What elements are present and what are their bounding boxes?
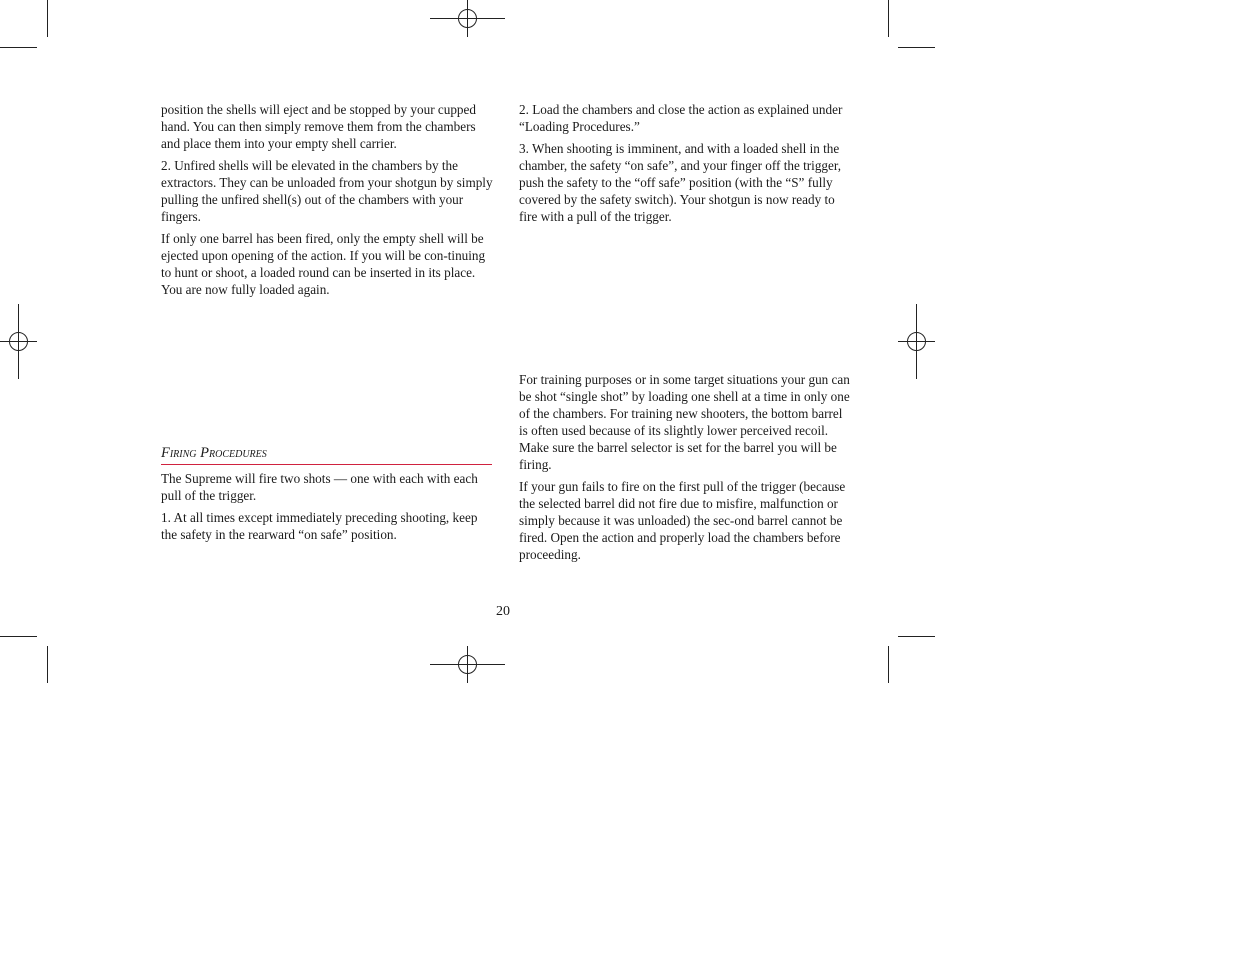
paragraph: The Supreme will fire two shots — one with each with each pull of the trigger. <box>161 471 478 503</box>
registration-mark-top <box>430 0 505 37</box>
paragraph: 3. When shooting is imminent, and with a loaded shell in the chamber, the safety “on safe”, and your finger off the trigger, push the safety to the “off safe” position (with the “S” fully covered by the safety switch). Your shotgun is now ready to fire with a pull of the trigger. <box>519 141 842 224</box>
paragraph: For training purposes or in some target situations your gun can be shot “single shot” by loading one shell at a time in only one of the chambers. For training new shooters, the bottom barrel is often used because of its slightly lower perceived recoil. Make sure the barrel selector is set for the barrel you will be firing. <box>519 372 850 472</box>
crop-mark-bottom-left <box>0 637 48 684</box>
crop-mark-bottom-right <box>889 637 936 684</box>
paragraph: 2. Load the chambers and close the action as explained under “Loading Procedures.” <box>519 102 843 134</box>
paragraph: If only one barrel has been fired, only the empty shell will be ejected upon opening of the action. If you will be con-tinuing to hunt or shoot, a loaded round can be inserted in its place. You are now fully loaded again. <box>161 231 486 298</box>
right-column-bottom-text <box>519 372 853 569</box>
paragraph: 2. Unfired shells will be elevated in the chambers by the extractors. They can be unloaded from your shotgun by simply pulling the unfired shell(s) out of the chambers with your fingers. <box>161 158 493 224</box>
left-column-top-text <box>161 102 495 304</box>
left-column-bottom-text <box>161 471 495 550</box>
registration-mark-bottom <box>430 646 505 683</box>
paragraph: 1. At all times except immediately preceding shooting, keep the safety in the rearward “on safe” position. <box>161 510 478 543</box>
right-column-top-text <box>519 102 853 231</box>
registration-mark-right <box>898 304 935 379</box>
paragraph: If your gun fails to fire on the first pull of the trigger (because the selected barrel did not fire due to misfire, malfunction or simply because it was unloaded) the sec-ond barrel cannot be fired. Open the action and properly load the chambers before proceeding. <box>519 478 846 562</box>
page-number: 20 <box>496 604 510 619</box>
registration-mark-left <box>0 304 37 379</box>
paragraph: position the shells will eject and be stopped by your cupped hand. You can then simply remove them from the chambers and place them into your empty shell carrier. <box>161 102 476 151</box>
section-heading-firing-procedures: Firing Procedures <box>161 445 492 465</box>
crop-mark-top-right <box>889 0 936 48</box>
crop-mark-top-left <box>0 0 48 48</box>
